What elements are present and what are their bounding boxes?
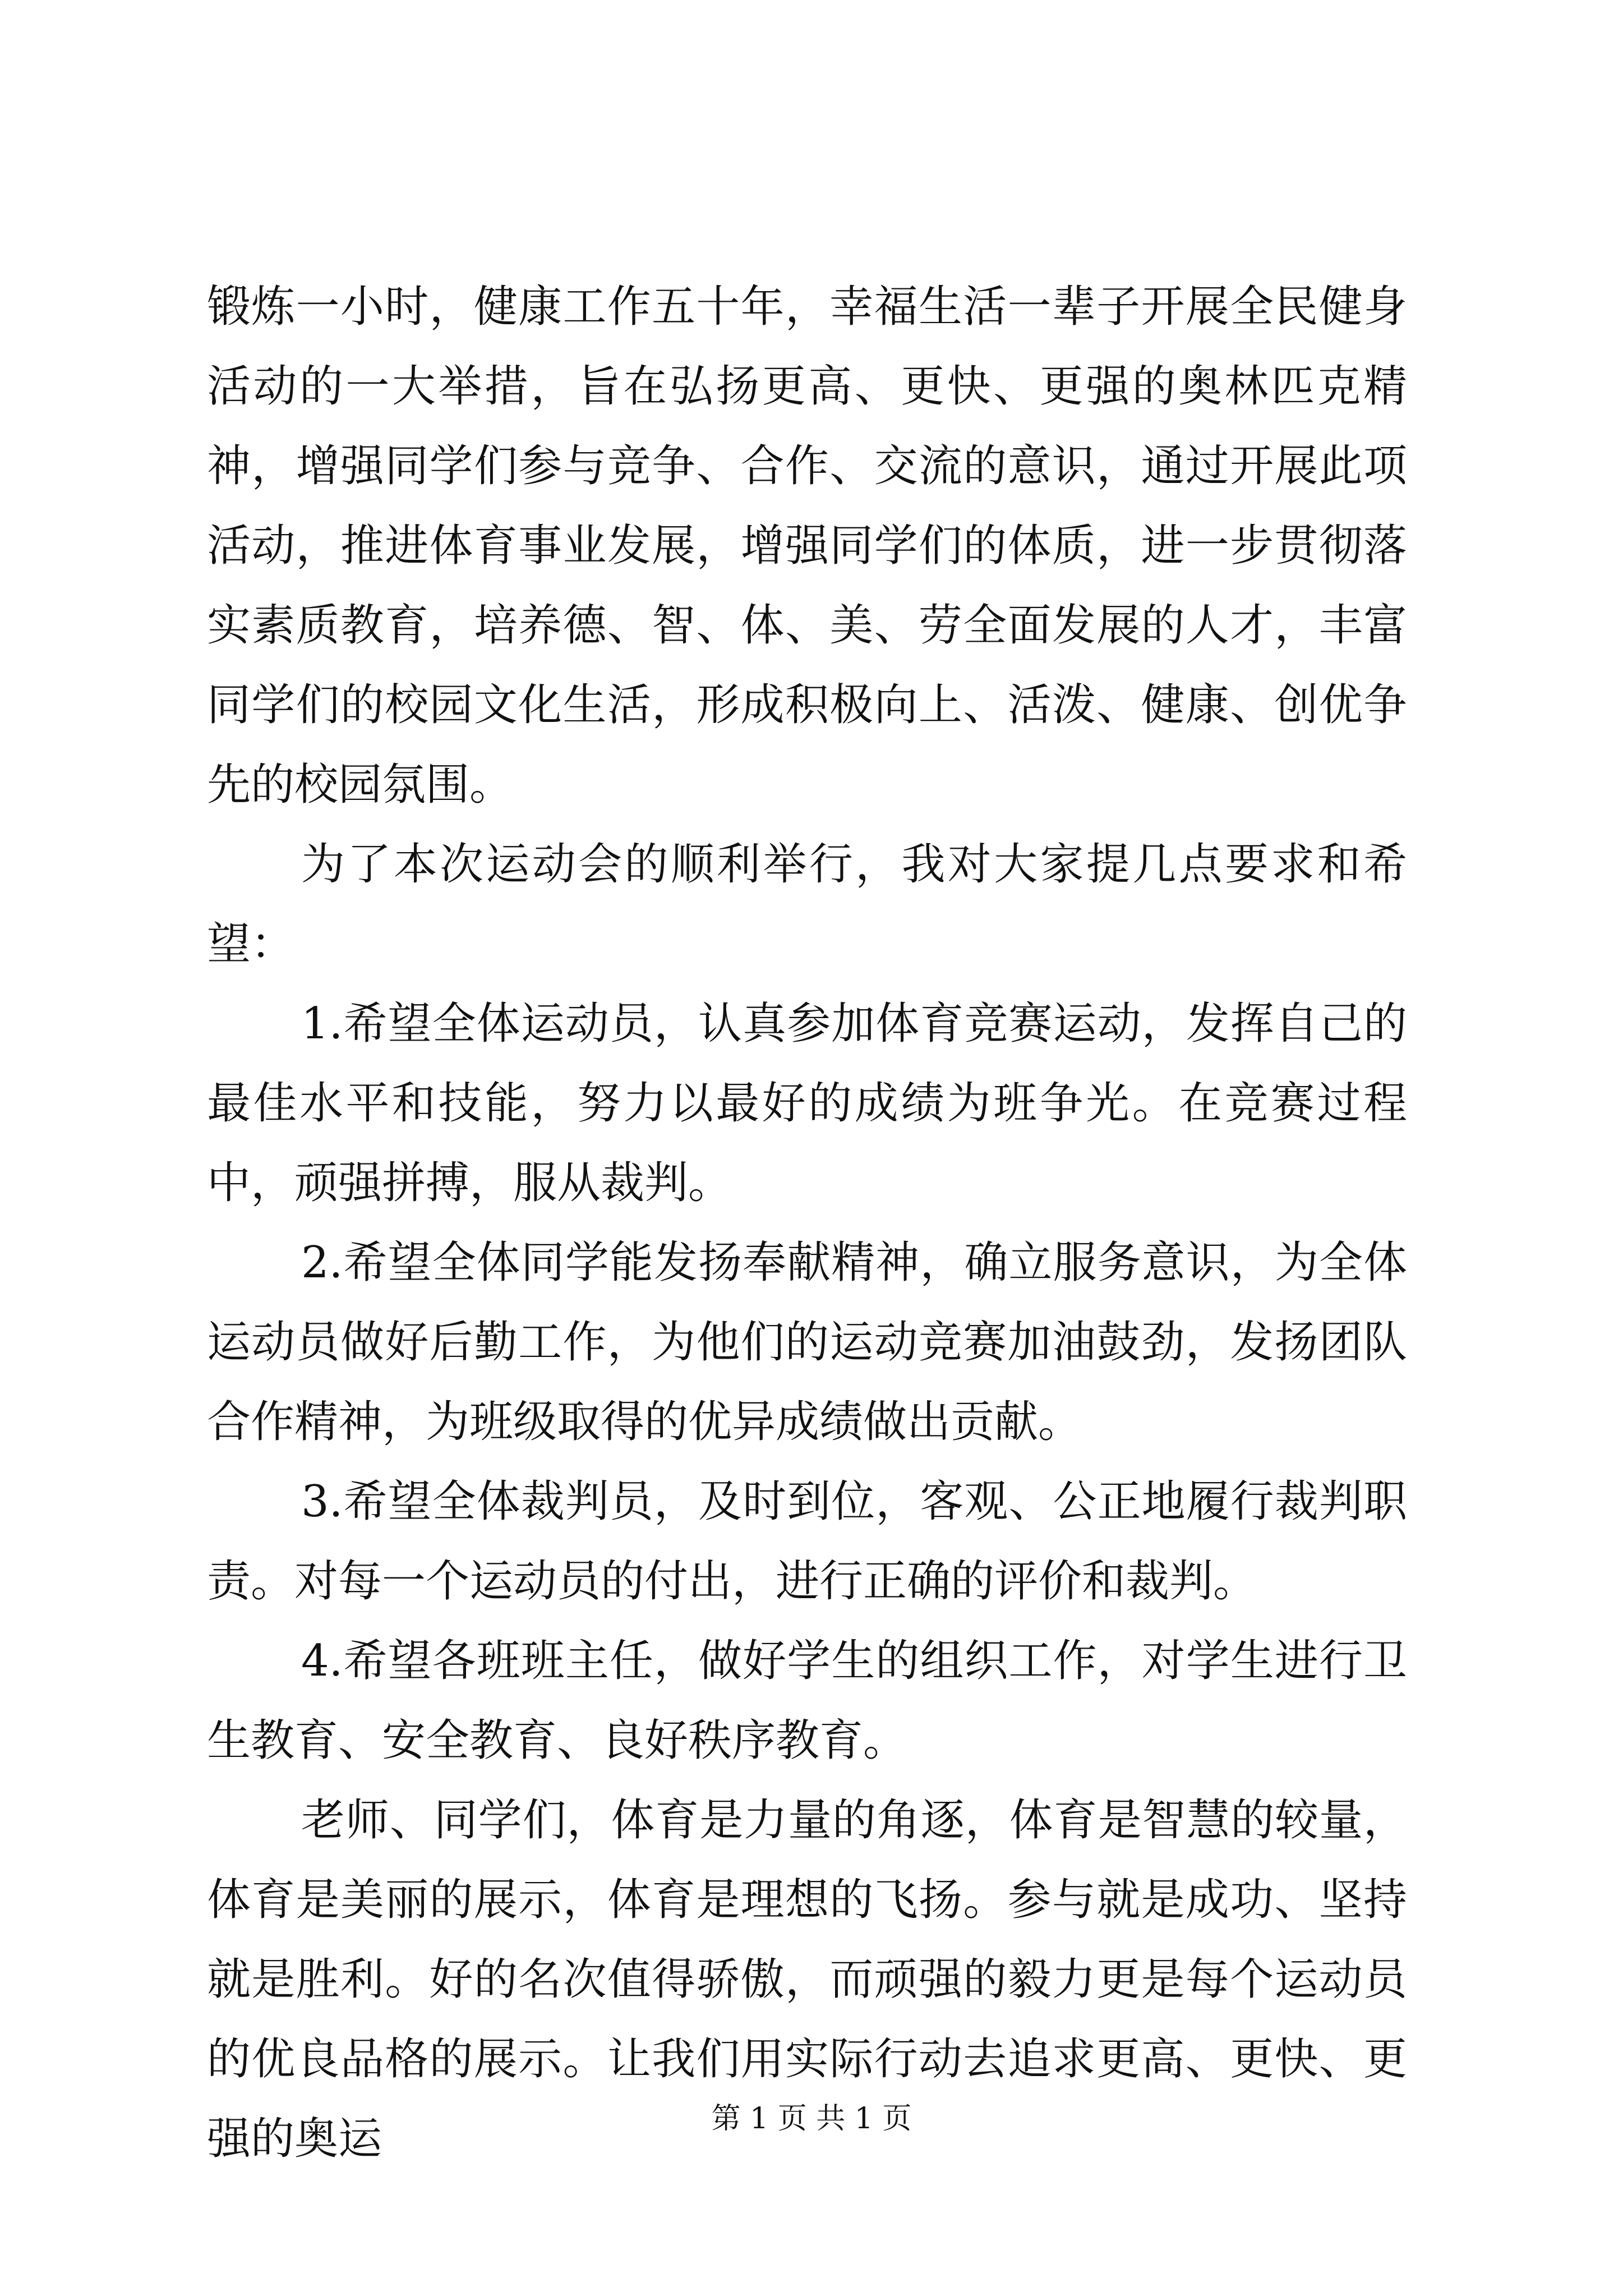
page-footer: 第 1 页 共 1 页 — [711, 2102, 912, 2136]
list-item-2: 2.希望全体同学能发扬奉献精神，确立服务意识，为全体运动员做好后勤工作，为他们的运动竞赛加油鼓劲，发扬团队合作精神，为班级取得的优异成绩做出贡献。 — [207, 1237, 1407, 1447]
paragraph-1: 锻炼一小时，健康工作五十年，幸福生活一辈子开展全民健身活动的一大举措，旨在弘扬更高、更快、更强的奥林匹克精神，增强同学们参与竞争、合作、交流的意识，通过开展此项活动，推进体育事业发展，增强同学们的体质，进一步贯彻落实素质教育，培养德、智、体、美、劳全面发展的人才，丰富同学们的校园文化生活，形成积极向上、活泼、健康、创优争先的校园氛围。 — [207, 282, 1407, 810]
list-item-3: 3.希望全体裁判员，及时到位，客观、公正地履行裁判职责。对每一个运动员的付出，进行正确的评价和裁判。 — [207, 1476, 1407, 1607]
paragraph-2: 为了本次运动会的顺利举行，我对大家提几点要求和希望： — [207, 839, 1407, 969]
document-body — [207, 267, 1407, 2179]
list-item-4: 4.希望各班班主任，做好学生的组织工作，对学生进行卫生教育、安全教育、良好秩序教育。 — [207, 1636, 1407, 1766]
paragraph-closing: 老师、同学们，体育是力量的角逐，体育是智慧的较量，体育是美丽的展示，体育是理想的飞扬。参与就是成功、坚持就是胜利。好的名次值得骄傲，而顽强的毅力更是每个运动员的优良品格的展示。让我们用实际行动去追求更高、更快、更强的奥运 — [207, 1795, 1407, 2164]
list-item-1: 1.希望全体运动员，认真参加体育竞赛运动，发挥自己的最佳水平和技能，努力以最好的成绩为班争光。在竞赛过程中，顽强拼搏，服从裁判。 — [207, 999, 1407, 1208]
